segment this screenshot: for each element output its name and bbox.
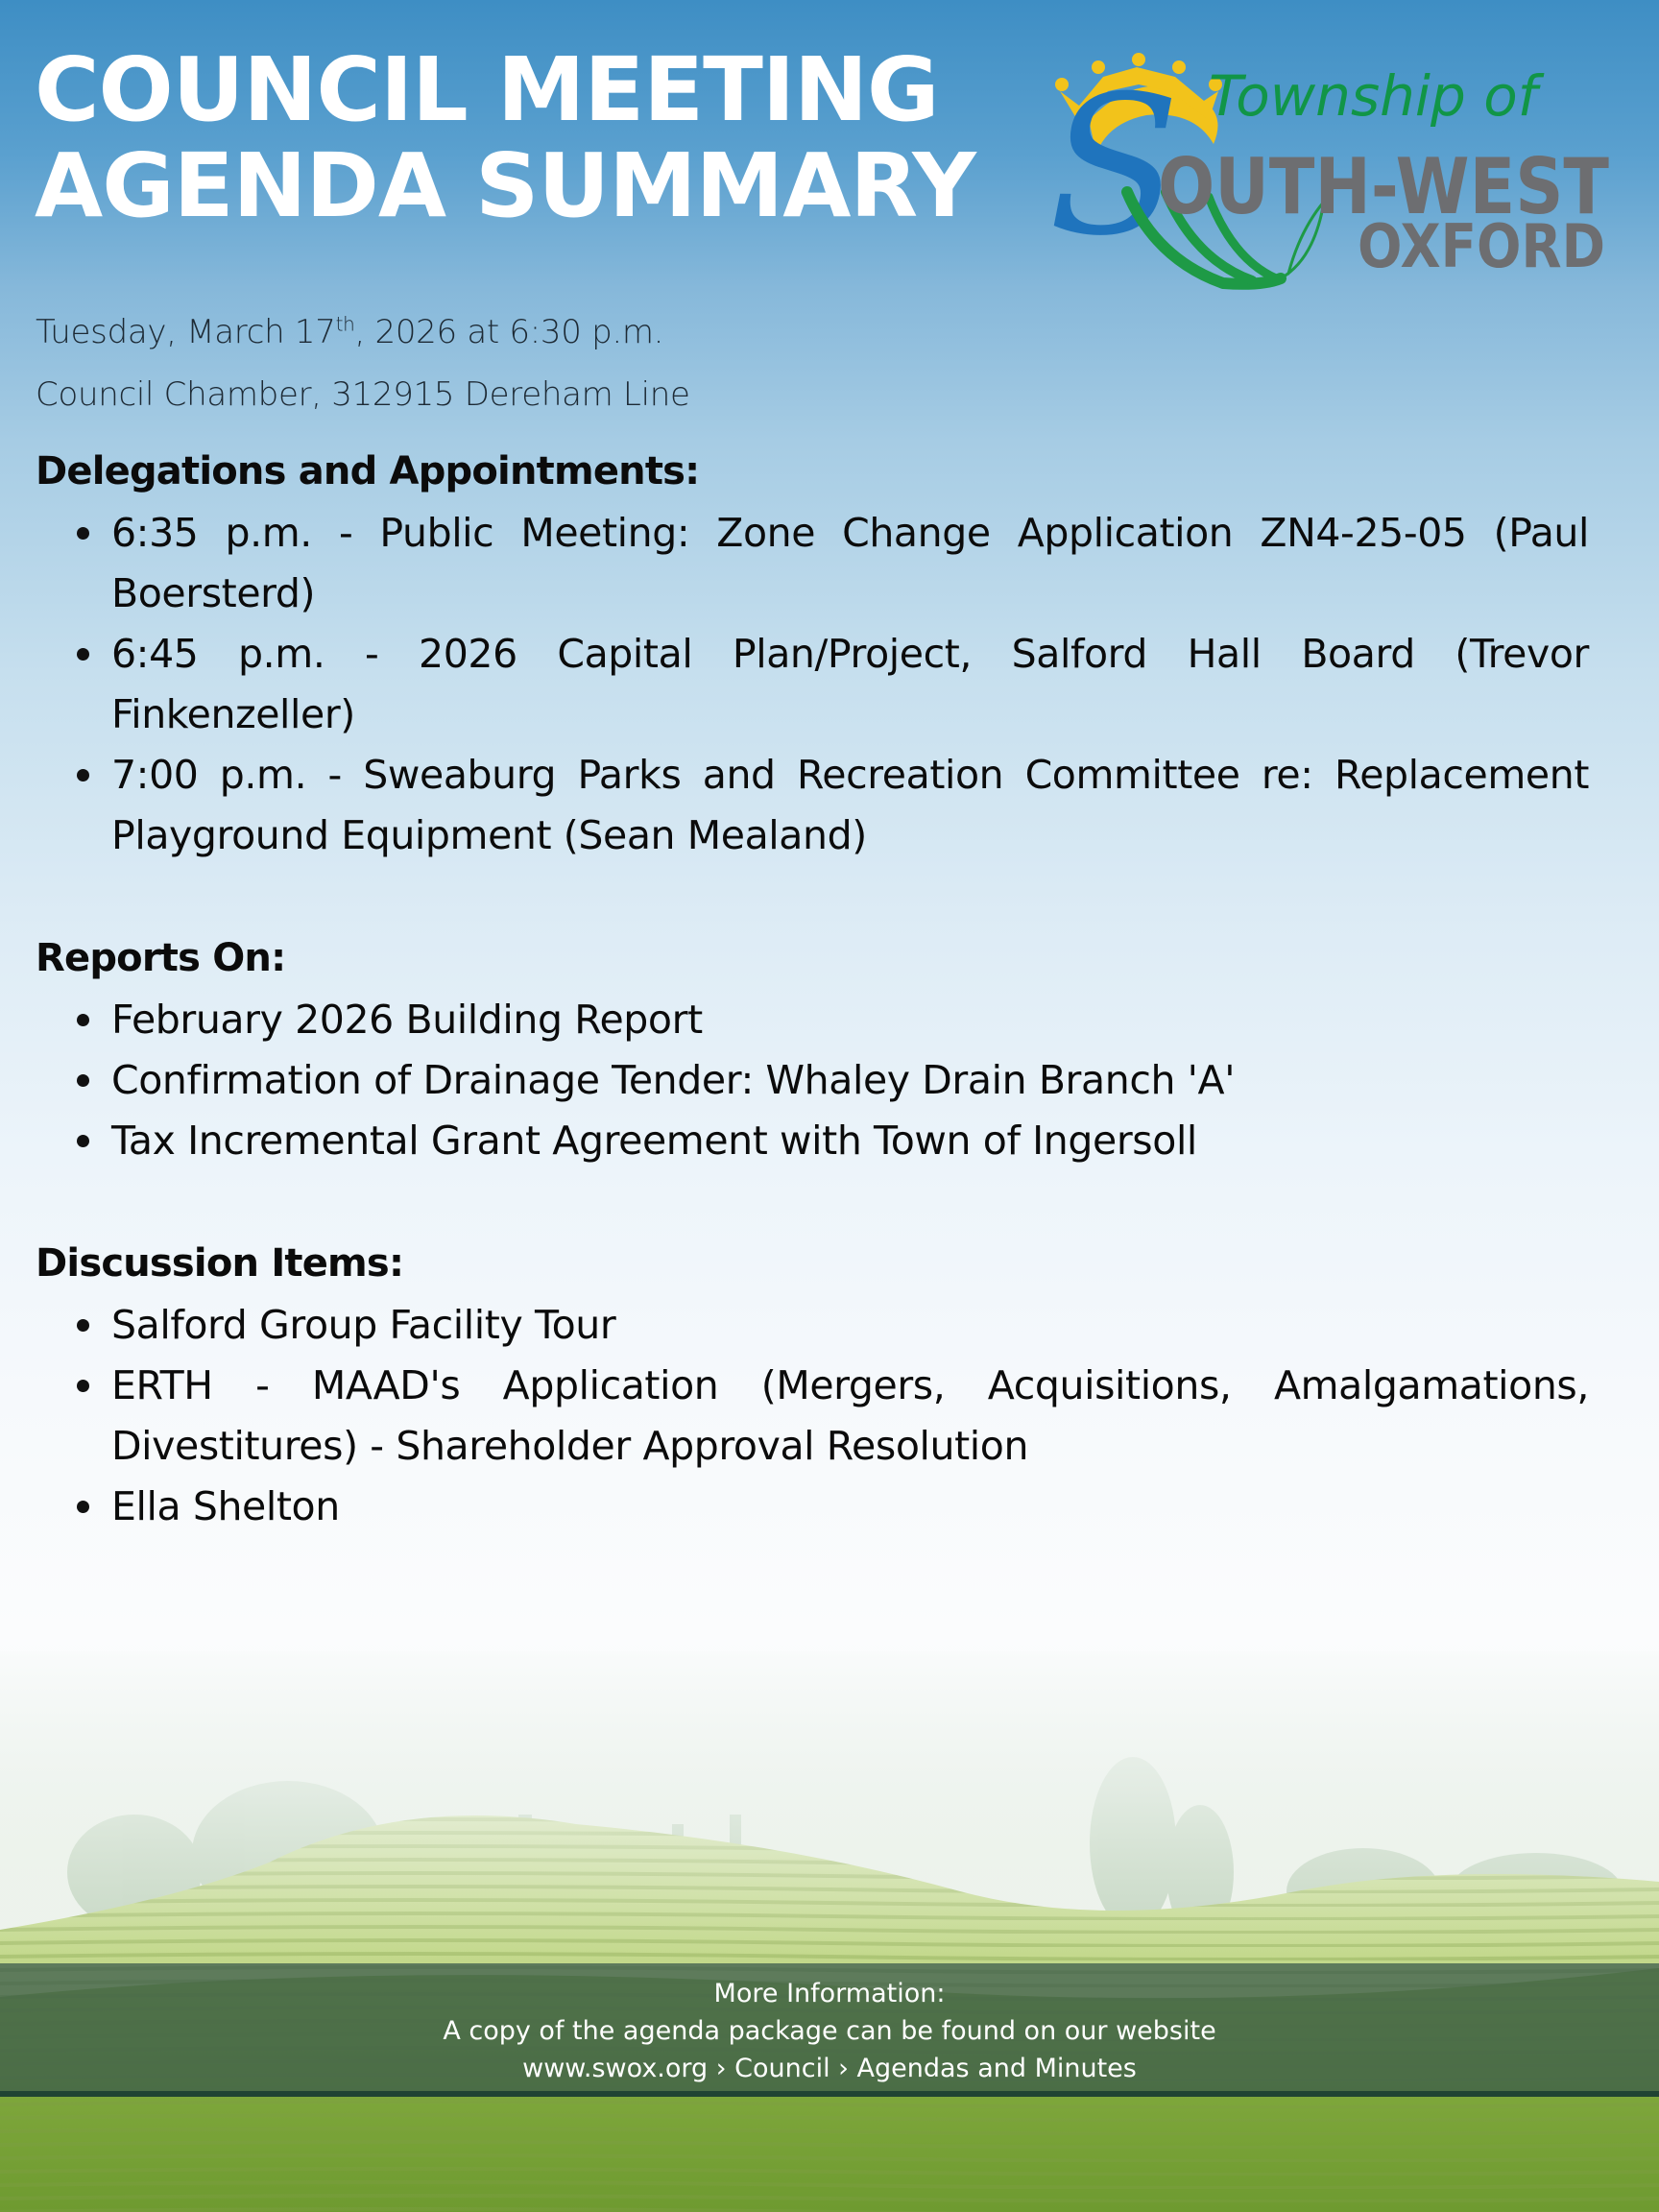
- bullet-icon: [77, 1356, 90, 1416]
- bullet-icon: [77, 745, 90, 805]
- meeting-date: Tuesday, March 17th, 2026 at 6:30 p.m.: [36, 312, 664, 351]
- logo-initial-s: S: [1048, 55, 1181, 278]
- bullet-icon: [77, 1477, 90, 1537]
- section-heading: Discussion Items:: [36, 1241, 404, 1286]
- item-list: [36, 1295, 1589, 1537]
- list-item: 6:45 p.m. - 2026 Capital Plan/Project, Salford Hall Board (Trevor Finkenzeller): [36, 624, 1589, 745]
- list-item: Confirmation of Drainage Tender: Whaley Drain Branch 'A': [36, 1050, 1589, 1111]
- bullet-icon: [77, 1295, 90, 1356]
- list-item: Ella Shelton: [36, 1477, 1589, 1537]
- section-heading: Reports On:: [36, 936, 286, 980]
- landscape-background-image: [0, 1651, 1659, 2212]
- logo-southwest-text: OUTH-WEST: [1158, 142, 1610, 231]
- title-line-1: COUNCIL MEETING: [35, 38, 939, 141]
- item-list: [36, 990, 1589, 1171]
- section-heading: Delegations and Appointments:: [36, 449, 700, 493]
- logo-township-text: Township of: [1209, 63, 1538, 129]
- meeting-location: Council Chamber, 312915 Dereham Line: [36, 375, 690, 414]
- bullet-icon: [77, 1111, 90, 1171]
- bullet-icon: [77, 1050, 90, 1111]
- section-delegations: [36, 440, 1589, 866]
- township-logo: [1050, 48, 1617, 288]
- item-list: [36, 503, 1589, 866]
- section-reports: [36, 926, 1589, 1171]
- section-discussion: [36, 1232, 1589, 1537]
- bullet-icon: [77, 990, 90, 1050]
- bullet-icon: [77, 624, 90, 685]
- list-item: ERTH - MAAD's Application (Mergers, Acquisitions, Amalgamations, Divestitures) - Shareholder Approval Resolution: [36, 1356, 1589, 1477]
- list-item: February 2026 Building Report: [36, 990, 1589, 1050]
- list-item: Salford Group Facility Tour: [36, 1295, 1589, 1356]
- page-title: [35, 38, 975, 237]
- bullet-icon: [77, 503, 90, 564]
- list-item: 7:00 p.m. - Sweaburg Parks and Recreation Committee re: Replacement Playground Equipment (Sean Mealand): [36, 745, 1589, 866]
- footer-website-path: www.swox.org › Council › Agendas and Minutes: [522, 2054, 1137, 2083]
- list-item: 6:35 p.m. - Public Meeting: Zone Change Application ZN4-25-05 (Paul Boersterd): [36, 503, 1589, 624]
- meeting-meta: [36, 305, 690, 430]
- footer-heading: More Information:: [713, 1979, 946, 2008]
- footer-description: A copy of the agenda package can be found on our website: [443, 2016, 1216, 2046]
- list-item: Tax Incremental Grant Agreement with Town of Ingersoll: [36, 1111, 1589, 1171]
- more-info-footer: [0, 1963, 1659, 2097]
- title-line-2: AGENDA SUMMARY: [35, 134, 975, 237]
- logo-oxford-text: OXFORD: [1358, 211, 1605, 281]
- agenda-content: [36, 440, 1589, 1598]
